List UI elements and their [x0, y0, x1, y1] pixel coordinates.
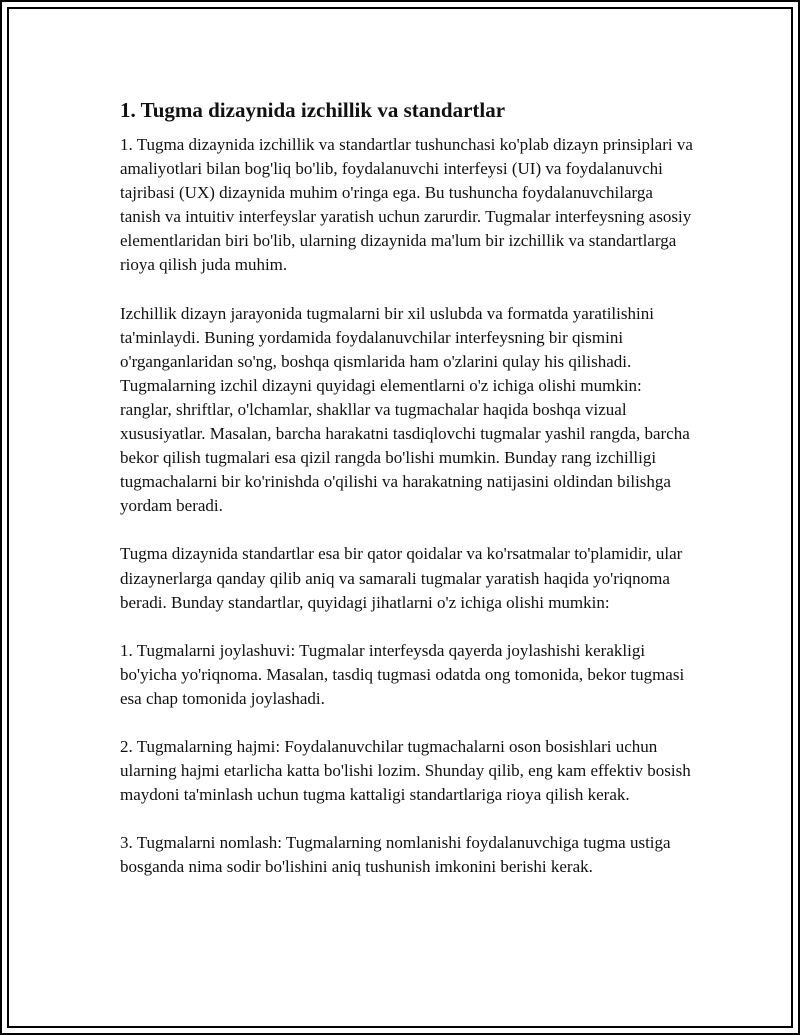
paragraph-consistency: Izchillik dizayn jarayonida tugmalarni bir xil uslubda va formatda yaratilishini ta'minlaydi. Buning yordamida foydalanuvchilar interfeysning bir qismini o'rganganlaridan so'ng, boshqa qismlarida ham o'zlarini qulay his qilishadi. Tugmalarning izchil dizayni quyidagi elementlarni o'z ichiga olishi mumkin: ranglar, shriftlar, o'lchamlar, shakllar va tugmachalar haqida boshqa vizual xususiyatlar. Masalan, barcha harakatni tasdiqlovchi tugmalar yashil rangda, barcha bekor qilish tugmalari esa qizil rangda bo'lishi mumkin. Bunday rang izchilligi tugmachalarni bir ko'rinishda o'qilishi va harakatning natijasini oldindan bilishga yordam beradi.	[120, 303, 690, 516]
document-title: 1. Tugma dizaynida izchillik va standartlar	[120, 98, 506, 122]
paragraph-intro: 1. Tugma dizaynida izchillik va standartlar tushunchasi ko'plab dizayn prinsiplari va amaliyotlari bilan bog'liq bo'lib, foydalanuvchi interfeysi (UI) va foydalanuvchi tajribasi (UX) dizaynida muhim o'ringa ega. Bu tushuncha foydalanuvchilarga tanish va intuitiv interfeyslar yaratish uchun zarurdir. Tugmalar interfeysning asosiy elementlaridan biri bo'lib, ularning dizaynida ma'lum bir izchillik va standartlarga rioya qilish juda muhim.	[120, 135, 693, 275]
list-item-placement: 1. Tugmalarni joylashuvi: Tugmalar interfeysda qayerda joylashishi kerakligi bo'yicha yo'riqnoma. Masalan, tasdiq tugmasi odatda ong tomonida, bekor tugmasi esa chap tomonida joylashadi.	[120, 640, 685, 708]
list-item-naming: 3. Tugmalarni nomlash: Tugmalarning nomlanishi foydalanuvchiga tugma ustiga bosganda nima sodir bo'lishini aniq tushunish imkonini berishi kerak.	[120, 833, 671, 877]
list-item-size: 2. Tugmalarning hajmi: Foydalanuvchilar tugmachalarni oson bosishlari uchun ularning hajmi etarlicha katta bo'lishi lozim. Shunday qilib, eng kam effektiv bosish maydoni ta'minlash uchun tugma kattaligi standartlariga rioya qilish kerak.	[120, 736, 691, 805]
document-body	[120, 97, 695, 903]
paragraph-standards: Tugma dizaynida standartlar esa bir qator qoidalar va ko'rsatmalar to'plamidir, ular dizaynerlarga qanday qilib aniq va samarali tugmalar yaratish haqida yo'riqnoma beradi. Bunday standartlar, quyidagi jihatlarni o'z ichiga olishi mumkin:	[120, 544, 683, 612]
